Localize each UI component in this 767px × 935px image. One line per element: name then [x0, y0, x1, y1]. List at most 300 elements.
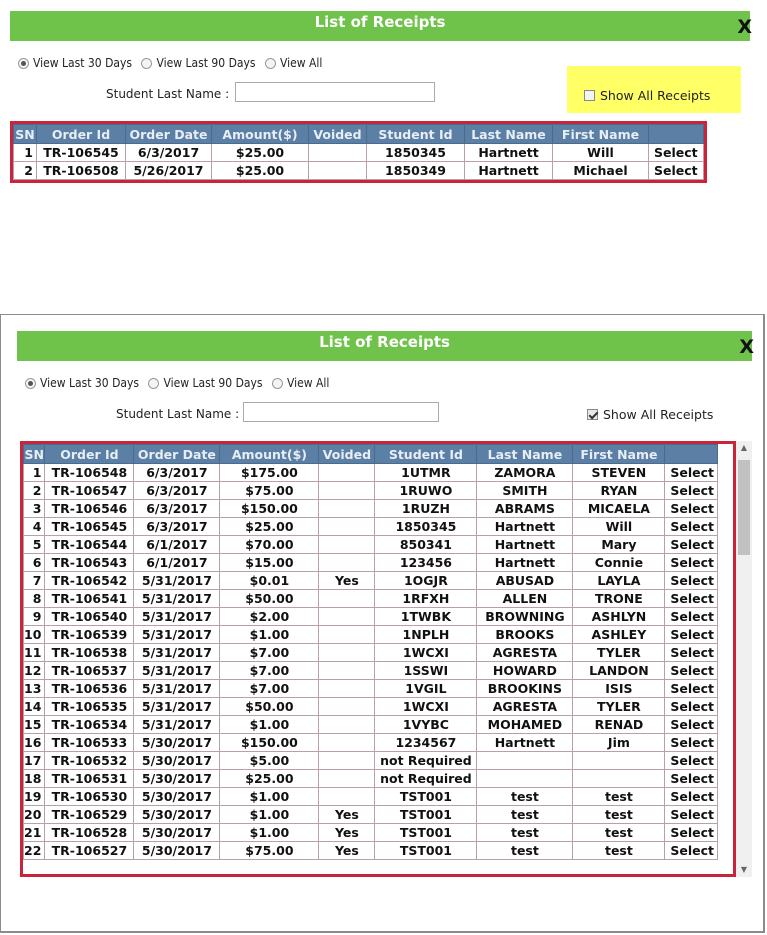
cell-voided	[319, 734, 375, 752]
select-button[interactable]: Select	[665, 770, 718, 788]
cell-sn: 2	[24, 482, 45, 500]
cell-sn: 16	[24, 734, 45, 752]
table-row	[24, 572, 718, 590]
cell-order-date: 5/30/2017	[134, 788, 220, 806]
cell-amount: $0.01	[220, 572, 319, 590]
table-row	[24, 554, 718, 572]
cell-order-date: 6/3/2017	[134, 518, 220, 536]
cell-sn: 14	[24, 698, 45, 716]
cell-order-id: TR-106528	[45, 824, 134, 842]
cell-order-id: TR-106543	[45, 554, 134, 572]
cell-amount: $7.00	[220, 644, 319, 662]
cell-voided: Yes	[319, 572, 375, 590]
cell-amount: $1.00	[220, 716, 319, 734]
cell-last-name: Hartnett	[477, 734, 573, 752]
cell-order-id: TR-106530	[45, 788, 134, 806]
cell-voided: Yes	[319, 806, 375, 824]
header-col-sn: SN	[24, 446, 44, 462]
cell-voided	[319, 752, 375, 770]
cell-first-name: TRONE	[573, 590, 665, 608]
cell-voided	[309, 144, 367, 162]
cell-last-name: Hartnett	[465, 144, 553, 162]
cell-last-name: ABUSAD	[477, 572, 573, 590]
table-row	[24, 590, 718, 608]
show-all-label: Show All Receipts	[600, 88, 711, 103]
radio-last-30-days[interactable]: View Last 30 Days	[18, 56, 132, 70]
radio-view-all[interactable]: View All	[265, 56, 322, 70]
cell-order-date: 6/3/2017	[134, 482, 220, 500]
header-col-student-id: Student Id	[367, 125, 465, 144]
cell-first-name: Connie	[573, 554, 665, 572]
header-col-amount: Amount($)	[212, 125, 309, 144]
cell-order-date: 5/30/2017	[134, 842, 220, 860]
cell-last-name: ZAMORA	[477, 464, 573, 482]
cell-student-id: 123456	[375, 554, 477, 572]
show-all-label: Show All Receipts	[603, 407, 714, 422]
header-col-action	[665, 445, 718, 464]
cell-first-name: test	[573, 824, 665, 842]
cell-voided	[319, 788, 375, 806]
select-button[interactable]: Select	[665, 806, 718, 824]
table-row	[24, 698, 718, 716]
header-col-order-date: Order Date	[134, 445, 220, 464]
cell-voided	[319, 770, 375, 788]
cell-amount: $25.00	[212, 162, 309, 180]
header-col-last-name: Last Name	[465, 125, 553, 144]
last-name-label: Student Last Name :	[106, 87, 230, 101]
select-button[interactable]: Select	[649, 144, 704, 162]
cell-amount: $70.00	[220, 536, 319, 554]
select-button[interactable]: Select	[665, 536, 718, 554]
cell-amount: $25.00	[212, 144, 309, 162]
cell-last-name: AGRESTA	[477, 644, 573, 662]
cell-order-date: 5/31/2017	[134, 572, 220, 590]
header-col-order-id: Order Id	[45, 445, 134, 464]
cell-order-date: 5/30/2017	[134, 824, 220, 842]
cell-voided	[319, 698, 375, 716]
cell-last-name: test	[477, 788, 573, 806]
cell-voided	[319, 680, 375, 698]
header-col-order-id: Order Id	[37, 125, 126, 144]
scroll-up-arrow-icon[interactable]: ▲	[740, 443, 748, 452]
cell-last-name: Hartnett	[465, 162, 553, 180]
cell-student-id: TST001	[375, 788, 477, 806]
cell-order-date: 6/3/2017	[134, 464, 220, 482]
select-button[interactable]: Select	[665, 518, 718, 536]
cell-first-name: LAYLA	[573, 572, 665, 590]
last-name-input[interactable]	[235, 82, 435, 102]
cell-last-name: test	[477, 806, 573, 824]
table-row	[24, 518, 718, 536]
header-col-first-name: First Name	[553, 125, 649, 144]
cell-sn: 10	[24, 626, 45, 644]
select-button[interactable]: Select	[665, 716, 718, 734]
cell-amount: $1.00	[220, 806, 319, 824]
show-all-receipts-toggle[interactable]	[584, 88, 710, 103]
cell-sn: 1	[24, 464, 45, 482]
cell-first-name: test	[573, 806, 665, 824]
dialog-titlebar	[10, 11, 750, 41]
table-row	[24, 716, 718, 734]
cell-student-id: 1850349	[367, 162, 465, 180]
cell-sn: 8	[24, 590, 45, 608]
cell-order-date: 5/31/2017	[134, 662, 220, 680]
table-row	[24, 482, 718, 500]
cell-sn: 9	[24, 608, 45, 626]
select-button[interactable]: Select	[665, 824, 718, 842]
cell-student-id: 1234567	[375, 734, 477, 752]
cell-order-date: 6/1/2017	[134, 554, 220, 572]
close-icon[interactable]: X	[737, 16, 752, 38]
table-row	[24, 680, 718, 698]
cell-student-id: 1RFXH	[375, 590, 477, 608]
cell-first-name: test	[573, 842, 665, 860]
cell-order-id: TR-106535	[45, 698, 134, 716]
cell-order-date: 5/31/2017	[134, 716, 220, 734]
cell-sn: 12	[24, 662, 45, 680]
cell-voided	[319, 554, 375, 572]
select-button[interactable]: Select	[665, 482, 718, 500]
cell-first-name	[573, 770, 665, 788]
cell-voided	[309, 162, 367, 180]
receipts-table-frame	[10, 121, 707, 183]
radio-unselected-icon	[141, 58, 152, 69]
cell-first-name: RYAN	[573, 482, 665, 500]
cell-order-date: 6/3/2017	[126, 144, 212, 162]
cell-amount: $50.00	[220, 698, 319, 716]
table-row	[24, 608, 718, 626]
cell-first-name: ASHLYN	[573, 608, 665, 626]
cell-order-date: 5/31/2017	[134, 626, 220, 644]
cell-sn: 7	[24, 572, 45, 590]
cell-voided	[319, 608, 375, 626]
show-all-receipts-toggle[interactable]	[587, 407, 713, 422]
cell-student-id: 1WCXI	[375, 698, 477, 716]
cell-student-id: 1TWBK	[375, 608, 477, 626]
header-col-sn: SN	[15, 126, 35, 142]
cell-sn: 22	[24, 842, 45, 860]
table-row	[24, 770, 718, 788]
cell-voided	[319, 644, 375, 662]
cell-voided	[319, 482, 375, 500]
cell-voided	[319, 716, 375, 734]
table-header-row	[14, 125, 704, 144]
cell-amount: $25.00	[220, 770, 319, 788]
cell-student-id: TST001	[375, 806, 477, 824]
cell-last-name: SMITH	[477, 482, 573, 500]
cell-amount: $75.00	[220, 842, 319, 860]
date-range-radio-group	[25, 376, 335, 390]
cell-voided: Yes	[319, 824, 375, 842]
table-row	[24, 806, 718, 824]
cell-order-date: 6/1/2017	[134, 536, 220, 554]
cell-amount: $7.00	[220, 662, 319, 680]
cell-amount: $2.00	[220, 608, 319, 626]
radio-selected-icon	[25, 378, 36, 389]
cell-sn: 6	[24, 554, 45, 572]
table-row	[24, 788, 718, 806]
cell-first-name: STEVEN	[573, 464, 665, 482]
table-row	[24, 842, 718, 860]
cell-amount: $1.00	[220, 824, 319, 842]
cell-amount: $50.00	[220, 590, 319, 608]
cell-sn: 21	[24, 824, 45, 842]
table-row	[24, 824, 718, 842]
cell-student-id: 1OGJR	[375, 572, 477, 590]
close-icon[interactable]: X	[739, 336, 754, 358]
cell-last-name: BROOKS	[477, 626, 573, 644]
cell-sn: 17	[24, 752, 45, 770]
cell-sn: 13	[24, 680, 45, 698]
cell-order-id: TR-106546	[45, 500, 134, 518]
cell-first-name: Will	[553, 144, 649, 162]
cell-last-name	[477, 770, 573, 788]
cell-last-name: HOWARD	[477, 662, 573, 680]
checkbox-checked-icon[interactable]	[587, 409, 598, 420]
table-row	[24, 644, 718, 662]
cell-amount: $150.00	[220, 734, 319, 752]
cell-first-name: test	[573, 788, 665, 806]
table-row	[24, 662, 718, 680]
cell-student-id: TST001	[375, 842, 477, 860]
header-col-amount: Amount($)	[220, 445, 319, 464]
cell-order-date: 5/31/2017	[134, 698, 220, 716]
radio-selected-icon	[18, 58, 29, 69]
header-col-student-id: Student Id	[375, 445, 477, 464]
select-button[interactable]: Select	[665, 734, 718, 752]
cell-order-id: TR-106527	[45, 842, 134, 860]
header-col-voided: Voided	[309, 125, 367, 144]
last-name-label: Student Last Name :	[116, 407, 240, 421]
cell-last-name: test	[477, 824, 573, 842]
cell-order-date: 5/31/2017	[134, 680, 220, 698]
cell-voided	[319, 662, 375, 680]
cell-order-id: TR-106540	[45, 608, 134, 626]
radio-unselected-icon	[148, 378, 159, 389]
cell-order-date: 5/31/2017	[134, 608, 220, 626]
cell-voided	[319, 500, 375, 518]
cell-first-name: Mary	[573, 536, 665, 554]
cell-first-name: Michael	[553, 162, 649, 180]
cell-student-id: 1UTMR	[375, 464, 477, 482]
cell-order-date: 5/30/2017	[134, 734, 220, 752]
cell-order-id: TR-106548	[45, 464, 134, 482]
dialog-title: List of Receipts	[314, 13, 446, 31]
cell-sn: 2	[14, 162, 37, 180]
table-row	[24, 752, 718, 770]
cell-last-name: ABRAMS	[477, 500, 573, 518]
cell-last-name: Hartnett	[477, 536, 573, 554]
cell-order-date: 5/26/2017	[126, 162, 212, 180]
cell-sn: 15	[24, 716, 45, 734]
select-button[interactable]: Select	[649, 162, 704, 180]
cell-order-id: TR-106532	[45, 752, 134, 770]
table-row	[24, 626, 718, 644]
select-button[interactable]: Select	[665, 698, 718, 716]
last-name-filter	[116, 407, 239, 421]
select-button[interactable]: Select	[665, 572, 718, 590]
cell-last-name: BROWNING	[477, 608, 573, 626]
header-col-action	[649, 125, 704, 144]
table-header-row	[24, 445, 718, 464]
cell-last-name: BROOKINS	[477, 680, 573, 698]
radio-unselected-icon	[265, 58, 276, 69]
cell-amount: $150.00	[220, 500, 319, 518]
dialog-titlebar	[17, 331, 752, 361]
table-scrollbar[interactable]	[736, 441, 752, 877]
cell-last-name: AGRESTA	[477, 698, 573, 716]
table-row	[24, 500, 718, 518]
cell-amount: $5.00	[220, 752, 319, 770]
header-col-last-name: Last Name	[477, 445, 573, 464]
cell-order-id: TR-106544	[45, 536, 134, 554]
cell-student-id: 850341	[375, 536, 477, 554]
cell-order-date: 6/3/2017	[134, 500, 220, 518]
cell-order-id: TR-106531	[45, 770, 134, 788]
cell-amount: $175.00	[220, 464, 319, 482]
dialog-title: List of Receipts	[319, 333, 450, 351]
select-button[interactable]: Select	[665, 464, 718, 482]
cell-student-id: 1WCXI	[375, 644, 477, 662]
cell-order-id: TR-106541	[45, 590, 134, 608]
cell-student-id: 1850345	[375, 518, 477, 536]
cell-first-name: TYLER	[573, 698, 665, 716]
receipts-dialog-all	[17, 331, 754, 874]
cell-student-id: 1NPLH	[375, 626, 477, 644]
cell-amount: $1.00	[220, 788, 319, 806]
cell-order-date: 5/31/2017	[134, 644, 220, 662]
cell-last-name	[477, 752, 573, 770]
receipts-table	[13, 124, 704, 180]
select-button[interactable]: Select	[665, 788, 718, 806]
cell-last-name: MOHAMED	[477, 716, 573, 734]
cell-student-id: 1850345	[367, 144, 465, 162]
cell-order-id: TR-106529	[45, 806, 134, 824]
cell-order-date: 5/30/2017	[134, 752, 220, 770]
cell-order-id: TR-106508	[37, 162, 126, 180]
cell-last-name: ALLEN	[477, 590, 573, 608]
select-button[interactable]: Select	[665, 590, 718, 608]
cell-voided	[319, 536, 375, 554]
cell-order-id: TR-106537	[45, 662, 134, 680]
cell-student-id: 1SSWI	[375, 662, 477, 680]
cell-order-id: TR-106539	[45, 626, 134, 644]
cell-sn: 1	[14, 144, 37, 162]
cell-voided	[319, 626, 375, 644]
cell-order-id: TR-106533	[45, 734, 134, 752]
cell-first-name: ASHLEY	[573, 626, 665, 644]
checkbox-unchecked-icon[interactable]	[584, 90, 595, 101]
table-row	[24, 734, 718, 752]
cell-first-name: MICAELA	[573, 500, 665, 518]
cell-voided	[319, 464, 375, 482]
select-button[interactable]: Select	[665, 842, 718, 860]
last-name-input[interactable]	[243, 402, 439, 422]
radio-last-30-days[interactable]: View Last 30 Days	[25, 376, 139, 390]
cell-order-date: 5/31/2017	[134, 590, 220, 608]
cell-student-id: 1VGIL	[375, 680, 477, 698]
cell-order-date: 5/30/2017	[134, 770, 220, 788]
table-row	[24, 536, 718, 554]
cell-sn: 4	[24, 518, 45, 536]
scroll-down-arrow-icon[interactable]: ▼	[740, 865, 748, 874]
cell-voided: Yes	[319, 842, 375, 860]
select-button[interactable]: Select	[665, 554, 718, 572]
cell-last-name: Hartnett	[477, 518, 573, 536]
radio-last-90-days[interactable]: View Last 90 Days	[141, 56, 255, 70]
select-button[interactable]: Select	[665, 626, 718, 644]
header-col-first-name: First Name	[573, 445, 665, 464]
cell-sn: 19	[24, 788, 45, 806]
radio-last-90-days[interactable]: View Last 90 Days	[148, 376, 262, 390]
cell-amount: $25.00	[220, 518, 319, 536]
header-col-voided: Voided	[319, 445, 375, 464]
cell-student-id: 1VYBC	[375, 716, 477, 734]
cell-sn: 18	[24, 770, 45, 788]
table-row	[24, 464, 718, 482]
select-button[interactable]: Select	[665, 608, 718, 626]
cell-order-id: TR-106538	[45, 644, 134, 662]
cell-order-id: TR-106545	[45, 518, 134, 536]
cell-sn: 5	[24, 536, 45, 554]
cell-voided	[319, 590, 375, 608]
cell-voided	[319, 518, 375, 536]
cell-last-name: test	[477, 842, 573, 860]
select-button[interactable]: Select	[665, 752, 718, 770]
receipts-table-frame	[20, 441, 736, 877]
cell-amount: $15.00	[220, 554, 319, 572]
cell-order-id: TR-106536	[45, 680, 134, 698]
radio-view-all[interactable]: View All	[272, 376, 329, 390]
cell-sn: 20	[24, 806, 45, 824]
cell-order-id: TR-106542	[45, 572, 134, 590]
cell-amount: $75.00	[220, 482, 319, 500]
cell-student-id: 1RUWO	[375, 482, 477, 500]
cell-first-name	[573, 752, 665, 770]
cell-student-id: not Required	[375, 752, 477, 770]
receipts-dialog-filtered	[10, 11, 750, 211]
select-button[interactable]: Select	[665, 500, 718, 518]
select-button[interactable]: Select	[665, 644, 718, 662]
cell-amount: $1.00	[220, 626, 319, 644]
date-range-radio-group	[18, 56, 328, 70]
cell-order-id: TR-106534	[45, 716, 134, 734]
table-row	[14, 144, 704, 162]
header-col-order-date: Order Date	[126, 125, 212, 144]
cell-student-id: not Required	[375, 770, 477, 788]
cell-first-name: RENAD	[573, 716, 665, 734]
cell-sn: 3	[24, 500, 45, 518]
cell-order-id: TR-106547	[45, 482, 134, 500]
cell-student-id: TST001	[375, 824, 477, 842]
select-button[interactable]: Select	[665, 680, 718, 698]
cell-last-name: Hartnett	[477, 554, 573, 572]
cell-order-date: 5/30/2017	[134, 806, 220, 824]
cell-first-name: TYLER	[573, 644, 665, 662]
cell-order-id: TR-106545	[37, 144, 126, 162]
cell-sn: 11	[24, 644, 45, 662]
receipts-table	[23, 444, 718, 860]
scrollbar-thumb[interactable]	[738, 460, 750, 555]
cell-student-id: 1RUZH	[375, 500, 477, 518]
select-button[interactable]: Select	[665, 662, 718, 680]
cell-first-name: ISIS	[573, 680, 665, 698]
cell-first-name: LANDON	[573, 662, 665, 680]
radio-unselected-icon	[272, 378, 283, 389]
cell-first-name: Jim	[573, 734, 665, 752]
last-name-filter	[106, 87, 229, 101]
table-row	[14, 162, 704, 180]
